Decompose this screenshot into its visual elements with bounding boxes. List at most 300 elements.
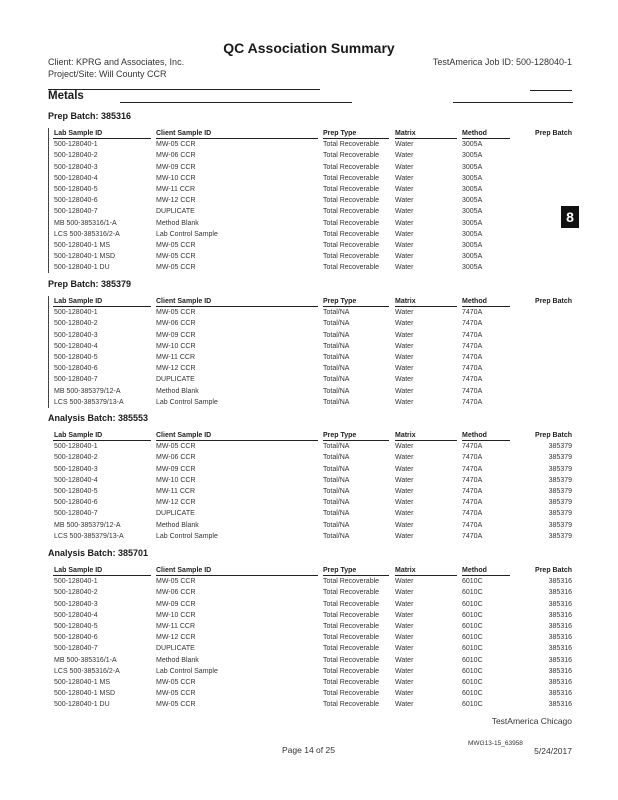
cell-lab-sample-id: 500-128040-4: [54, 611, 98, 619]
cell-prep-type: Total/NA: [323, 309, 350, 317]
table-row: [53, 464, 578, 475]
cell-matrix: Water: [395, 667, 414, 675]
cell-prep-type: Total Recoverable: [323, 208, 380, 216]
cell-client-sample-id: MW-09 CCR: [156, 600, 196, 608]
table-row: [53, 531, 578, 542]
cell-client-sample-id: Method Blank: [156, 656, 199, 664]
cell-lab-sample-id: 500-128040-2: [54, 454, 98, 462]
table-row: [53, 486, 578, 497]
cell-prep-type: Total Recoverable: [323, 174, 380, 182]
cell-method: 7470A: [462, 521, 483, 529]
cell-matrix: Water: [395, 342, 414, 350]
cell-client-sample-id: MW-05 CCR: [156, 253, 196, 261]
cell-matrix: Water: [395, 622, 414, 630]
section-tab-badge: 8: [561, 206, 579, 228]
cell-matrix: Water: [395, 197, 414, 205]
cell-method: 6010C: [462, 611, 483, 619]
cell-prep-type: Total/NA: [323, 499, 350, 507]
cell-method: 3005A: [462, 185, 483, 193]
batch-title: Analysis Batch: 385553: [48, 413, 149, 423]
cell-lab-sample-id: LCS 500-385379/13-A: [54, 398, 124, 406]
footer-doc-ref: MWG13-15_63958: [468, 740, 523, 747]
cell-prep-batch: 385316: [548, 667, 572, 675]
batch-title: Prep Batch: 385379: [48, 279, 132, 289]
column-header-prep-type: Prep Type: [323, 298, 357, 305]
cell-client-sample-id: MW-09 CCR: [156, 331, 196, 339]
cell-prep-type: Total Recoverable: [323, 656, 380, 664]
cell-lab-sample-id: 500-128040-7: [54, 208, 98, 216]
cell-method: 7470A: [462, 376, 483, 384]
cell-method: 7470A: [462, 443, 483, 451]
cell-client-sample-id: Lab Control Sample: [156, 532, 218, 540]
table-row: [53, 218, 578, 229]
table-row: [53, 240, 578, 251]
batch-section: [48, 279, 578, 408]
cell-method: 6010C: [462, 622, 483, 630]
cell-prep-type: Total/NA: [323, 342, 350, 350]
cell-lab-sample-id: 500-128040-1: [54, 443, 98, 451]
section-title: Metals: [48, 90, 84, 102]
cell-method: 3005A: [462, 253, 483, 261]
cell-lab-sample-id: 500-128040-3: [54, 163, 98, 171]
cell-client-sample-id: MW-12 CCR: [156, 499, 196, 507]
cell-matrix: Water: [395, 398, 414, 406]
cell-prep-type: Total Recoverable: [323, 163, 380, 171]
cell-client-sample-id: MW-05 CCR: [156, 578, 196, 586]
cell-matrix: Water: [395, 331, 414, 339]
cell-prep-type: Total Recoverable: [323, 253, 380, 261]
table-row: [53, 666, 578, 677]
table-row: [53, 643, 578, 654]
cell-client-sample-id: MW-06 CCR: [156, 152, 196, 160]
cell-lab-sample-id: 500-128040-6: [54, 634, 98, 642]
cell-matrix: Water: [395, 690, 414, 698]
cell-method: 7470A: [462, 398, 483, 406]
cell-prep-type: Total/NA: [323, 476, 350, 484]
table-row: [53, 150, 578, 161]
cell-matrix: Water: [395, 476, 414, 484]
footer-lab-name: TestAmerica Chicago: [491, 716, 572, 726]
cell-client-sample-id: DUPLICATE: [156, 510, 195, 518]
cell-prep-type: Total Recoverable: [323, 611, 380, 619]
table-row: [53, 576, 578, 587]
cell-lab-sample-id: LCS 500-385316/2-A: [54, 230, 120, 238]
table-row: [53, 610, 578, 621]
cell-prep-type: Total Recoverable: [323, 264, 380, 272]
cell-method: 3005A: [462, 264, 483, 272]
header-divider-right: [530, 90, 572, 91]
cell-client-sample-id: MW-11 CCR: [156, 622, 196, 630]
cell-prep-type: Total Recoverable: [323, 645, 380, 653]
column-header-matrix: Matrix: [395, 298, 416, 305]
cell-method: 7470A: [462, 487, 483, 495]
cell-matrix: Water: [395, 309, 414, 317]
cell-method: 6010C: [462, 701, 483, 709]
cell-lab-sample-id: MB 500-385316/1-A: [54, 656, 117, 664]
cell-prep-batch: 385316: [548, 611, 572, 619]
column-header-method: Method: [462, 432, 487, 439]
cell-matrix: Water: [395, 499, 414, 507]
cell-prep-type: Total Recoverable: [323, 152, 380, 160]
batch-title: Analysis Batch: 385701: [48, 548, 149, 558]
table-row: [53, 587, 578, 598]
cell-method: 3005A: [462, 163, 483, 171]
column-header-lab-sample-id: Lab Sample ID: [54, 130, 103, 137]
section-divider-right: [453, 102, 573, 103]
cell-method: 6010C: [462, 634, 483, 642]
cell-matrix: Water: [395, 645, 414, 653]
cell-method: 6010C: [462, 589, 483, 597]
batch-table: [48, 128, 578, 273]
cell-prep-type: Total Recoverable: [323, 690, 380, 698]
column-header-prep-batch: Prep Batch: [535, 130, 572, 137]
cell-lab-sample-id: 500-128040-5: [54, 353, 98, 361]
cell-lab-sample-id: 500-128040-1: [54, 141, 98, 149]
column-header-lab-sample-id: Lab Sample ID: [54, 432, 103, 439]
cell-client-sample-id: MW-06 CCR: [156, 589, 196, 597]
cell-matrix: Water: [395, 701, 414, 709]
cell-prep-batch: 385379: [548, 499, 572, 507]
column-header-method: Method: [462, 130, 487, 137]
cell-method: 3005A: [462, 241, 483, 249]
table-row: [53, 386, 578, 397]
column-header-prep-batch: Prep Batch: [535, 432, 572, 439]
column-header-matrix: Matrix: [395, 432, 416, 439]
cell-matrix: Water: [395, 208, 414, 216]
cell-prep-type: Total/NA: [323, 465, 350, 473]
table-row: [53, 520, 578, 531]
column-header-matrix: Matrix: [395, 567, 416, 574]
cell-lab-sample-id: 500-128040-7: [54, 376, 98, 384]
cell-method: 3005A: [462, 174, 483, 182]
column-header-lab-sample-id: Lab Sample ID: [54, 298, 103, 305]
column-header-matrix: Matrix: [395, 130, 416, 137]
column-header-method: Method: [462, 298, 487, 305]
table-row: [53, 184, 578, 195]
table-header-row: [53, 430, 578, 441]
cell-lab-sample-id: 500-128040-1 MS: [54, 678, 111, 686]
cell-matrix: Water: [395, 678, 414, 686]
batch-section: [48, 413, 578, 542]
cell-method: 6010C: [462, 578, 483, 586]
cell-lab-sample-id: 500-128040-1 DU: [54, 264, 110, 272]
batch-section: [48, 548, 578, 710]
cell-prep-type: Total/NA: [323, 443, 350, 451]
footer-page-number: Page 14 of 25: [282, 745, 335, 755]
cell-prep-type: Total/NA: [323, 387, 350, 395]
cell-method: 7470A: [462, 454, 483, 462]
cell-prep-batch: 385316: [548, 634, 572, 642]
cell-method: 7470A: [462, 365, 483, 373]
cell-lab-sample-id: 500-128040-5: [54, 185, 98, 193]
cell-method: 6010C: [462, 678, 483, 686]
cell-matrix: Water: [395, 376, 414, 384]
table-header-row: [53, 128, 578, 139]
cell-lab-sample-id: 500-128040-1 MS: [54, 241, 111, 249]
cell-method: 6010C: [462, 600, 483, 608]
cell-client-sample-id: MW-09 CCR: [156, 465, 196, 473]
cell-prep-type: Total Recoverable: [323, 230, 380, 238]
cell-matrix: Water: [395, 365, 414, 373]
column-header-prep-type: Prep Type: [323, 432, 357, 439]
table-row: [53, 441, 578, 452]
cell-prep-batch: 385316: [548, 622, 572, 630]
column-header-client-sample-id: Client Sample ID: [156, 432, 212, 439]
table-row: [53, 599, 578, 610]
cell-lab-sample-id: 500-128040-3: [54, 465, 98, 473]
table-row: [53, 632, 578, 643]
table-row: [53, 195, 578, 206]
column-header-prep-type: Prep Type: [323, 130, 357, 137]
cell-prep-batch: 385379: [548, 521, 572, 529]
cell-lab-sample-id: MB 500-385379/12-A: [54, 387, 121, 395]
cell-client-sample-id: DUPLICATE: [156, 376, 195, 384]
batch-table: [48, 296, 578, 408]
table-row: [53, 139, 578, 150]
table-row: [53, 330, 578, 341]
cell-client-sample-id: MW-10 CCR: [156, 611, 196, 619]
table-row: [53, 318, 578, 329]
cell-lab-sample-id: 500-128040-1 MSD: [54, 690, 116, 698]
cell-client-sample-id: Method Blank: [156, 521, 199, 529]
cell-matrix: Water: [395, 163, 414, 171]
cell-method: 3005A: [462, 219, 483, 227]
column-header-prep-type: Prep Type: [323, 567, 357, 574]
cell-prep-type: Total/NA: [323, 521, 350, 529]
cell-matrix: Water: [395, 264, 414, 272]
cell-method: 3005A: [462, 208, 483, 216]
cell-method: 6010C: [462, 667, 483, 675]
cell-prep-type: Total Recoverable: [323, 600, 380, 608]
cell-matrix: Water: [395, 230, 414, 238]
column-header-client-sample-id: Client Sample ID: [156, 298, 212, 305]
cell-method: 7470A: [462, 532, 483, 540]
cell-prep-batch: 385379: [548, 487, 572, 495]
cell-client-sample-id: MW-12 CCR: [156, 634, 196, 642]
cell-matrix: Water: [395, 353, 414, 361]
column-header-method: Method: [462, 567, 487, 574]
cell-prep-type: Total/NA: [323, 454, 350, 462]
cell-prep-batch: 385316: [548, 645, 572, 653]
cell-method: 7470A: [462, 342, 483, 350]
job-id: TestAmerica Job ID: 500-128040-1: [432, 57, 572, 67]
cell-prep-type: Total/NA: [323, 487, 350, 495]
column-header-client-sample-id: Client Sample ID: [156, 567, 212, 574]
cell-lab-sample-id: 500-128040-4: [54, 174, 98, 182]
cell-client-sample-id: MW-09 CCR: [156, 163, 196, 171]
cell-prep-batch: 385316: [548, 690, 572, 698]
cell-method: 7470A: [462, 510, 483, 518]
section-divider: [120, 102, 352, 103]
cell-method: 7470A: [462, 309, 483, 317]
cell-prep-type: Total Recoverable: [323, 589, 380, 597]
cell-lab-sample-id: 500-128040-2: [54, 589, 98, 597]
table-row: [53, 688, 578, 699]
cell-client-sample-id: Method Blank: [156, 387, 199, 395]
cell-prep-type: Total/NA: [323, 510, 350, 518]
page-title: QC Association Summary: [223, 40, 395, 56]
table-row: [53, 655, 578, 666]
table-row: [53, 621, 578, 632]
cell-client-sample-id: MW-11 CCR: [156, 487, 196, 495]
project-site: Project/Site: Will County CCR: [48, 69, 167, 79]
table-row: [53, 363, 578, 374]
cell-client-sample-id: MW-06 CCR: [156, 320, 196, 328]
cell-matrix: Water: [395, 152, 414, 160]
cell-method: 3005A: [462, 141, 483, 149]
cell-prep-type: Total/NA: [323, 331, 350, 339]
cell-matrix: Water: [395, 241, 414, 249]
cell-lab-sample-id: 500-128040-1: [54, 309, 98, 317]
cell-method: 3005A: [462, 152, 483, 160]
cell-prep-batch: 385379: [548, 443, 572, 451]
cell-lab-sample-id: 500-128040-6: [54, 197, 98, 205]
cell-client-sample-id: MW-12 CCR: [156, 365, 196, 373]
table-row: [53, 508, 578, 519]
cell-lab-sample-id: 500-128040-4: [54, 342, 98, 350]
cell-prep-batch: 385379: [548, 532, 572, 540]
cell-lab-sample-id: 500-128040-5: [54, 622, 98, 630]
cell-matrix: Water: [395, 611, 414, 619]
cell-lab-sample-id: 500-128040-2: [54, 320, 98, 328]
table-row: [53, 162, 578, 173]
cell-client-sample-id: Method Blank: [156, 219, 199, 227]
cell-prep-type: Total/NA: [323, 365, 350, 373]
cell-method: 7470A: [462, 353, 483, 361]
cell-prep-batch: 385379: [548, 465, 572, 473]
cell-matrix: Water: [395, 387, 414, 395]
cell-prep-type: Total Recoverable: [323, 578, 380, 586]
cell-method: 6010C: [462, 645, 483, 653]
cell-client-sample-id: MW-10 CCR: [156, 342, 196, 350]
cell-lab-sample-id: 500-128040-7: [54, 645, 98, 653]
cell-prep-batch: 385316: [548, 578, 572, 586]
cell-matrix: Water: [395, 589, 414, 597]
cell-client-sample-id: MW-05 CCR: [156, 690, 196, 698]
table-header-row: [53, 565, 578, 576]
cell-matrix: Water: [395, 487, 414, 495]
cell-lab-sample-id: 500-128040-3: [54, 600, 98, 608]
cell-prep-type: Total Recoverable: [323, 219, 380, 227]
cell-prep-batch: 385379: [548, 476, 572, 484]
cell-matrix: Water: [395, 219, 414, 227]
table-row: [53, 374, 578, 385]
table-row: [53, 307, 578, 318]
column-header-prep-batch: Prep Batch: [535, 298, 572, 305]
cell-prep-type: Total Recoverable: [323, 141, 380, 149]
cell-client-sample-id: MW-05 CCR: [156, 678, 196, 686]
cell-client-sample-id: Lab Control Sample: [156, 398, 218, 406]
cell-matrix: Water: [395, 141, 414, 149]
cell-client-sample-id: DUPLICATE: [156, 645, 195, 653]
cell-prep-type: Total Recoverable: [323, 701, 380, 709]
batch-table: [48, 430, 578, 542]
table-row: [53, 341, 578, 352]
cell-lab-sample-id: 500-128040-6: [54, 365, 98, 373]
cell-lab-sample-id: MB 500-385379/12-A: [54, 521, 121, 529]
cell-lab-sample-id: LCS 500-385316/2-A: [54, 667, 120, 675]
cell-prep-type: Total/NA: [323, 398, 350, 406]
table-row: [53, 699, 578, 710]
cell-client-sample-id: MW-05 CCR: [156, 264, 196, 272]
cell-prep-type: Total Recoverable: [323, 622, 380, 630]
table-row: [53, 475, 578, 486]
table-row: [53, 677, 578, 688]
cell-method: 7470A: [462, 465, 483, 473]
cell-prep-batch: 385316: [548, 600, 572, 608]
cell-method: 7470A: [462, 320, 483, 328]
cell-lab-sample-id: 500-128040-1: [54, 578, 98, 586]
cell-matrix: Water: [395, 578, 414, 586]
cell-matrix: Water: [395, 465, 414, 473]
cell-matrix: Water: [395, 521, 414, 529]
cell-lab-sample-id: 500-128040-1 MSD: [54, 253, 116, 261]
cell-client-sample-id: DUPLICATE: [156, 208, 195, 216]
cell-client-sample-id: MW-10 CCR: [156, 174, 196, 182]
cell-client-sample-id: MW-11 CCR: [156, 353, 196, 361]
cell-prep-batch: 385316: [548, 656, 572, 664]
cell-matrix: Water: [395, 600, 414, 608]
table-row: [53, 229, 578, 240]
cell-client-sample-id: MW-05 CCR: [156, 443, 196, 451]
cell-client-sample-id: MW-06 CCR: [156, 454, 196, 462]
cell-prep-type: Total/NA: [323, 320, 350, 328]
cell-lab-sample-id: 500-128040-7: [54, 510, 98, 518]
table-row: [53, 352, 578, 363]
cell-client-sample-id: Lab Control Sample: [156, 667, 218, 675]
cell-lab-sample-id: MB 500-385316/1-A: [54, 219, 117, 227]
cell-method: 3005A: [462, 197, 483, 205]
cell-client-sample-id: MW-05 CCR: [156, 141, 196, 149]
cell-prep-type: Total Recoverable: [323, 634, 380, 642]
cell-prep-type: Total Recoverable: [323, 185, 380, 193]
table-row: [53, 251, 578, 262]
cell-lab-sample-id: 500-128040-2: [54, 152, 98, 160]
batch-title: Prep Batch: 385316: [48, 111, 132, 121]
cell-lab-sample-id: 500-128040-6: [54, 499, 98, 507]
cell-prep-type: Total Recoverable: [323, 667, 380, 675]
table-row: [53, 397, 578, 408]
cell-prep-batch: 385316: [548, 701, 572, 709]
cell-prep-type: Total Recoverable: [323, 678, 380, 686]
table-row: [53, 452, 578, 463]
table-row: [53, 262, 578, 273]
cell-prep-batch: 385379: [548, 510, 572, 518]
cell-matrix: Water: [395, 174, 414, 182]
table-row: [53, 497, 578, 508]
cell-client-sample-id: MW-11 CCR: [156, 185, 196, 193]
footer-date: 5/24/2017: [534, 746, 572, 756]
column-header-prep-batch: Prep Batch: [535, 567, 572, 574]
cell-client-sample-id: MW-05 CCR: [156, 309, 196, 317]
cell-prep-batch: 385379: [548, 454, 572, 462]
cell-method: 7470A: [462, 499, 483, 507]
header-divider: [48, 89, 320, 90]
table-row: [53, 173, 578, 184]
cell-lab-sample-id: 500-128040-4: [54, 476, 98, 484]
column-header-lab-sample-id: Lab Sample ID: [54, 567, 103, 574]
cell-method: 7470A: [462, 476, 483, 484]
cell-matrix: Water: [395, 253, 414, 261]
cell-client-sample-id: Lab Control Sample: [156, 230, 218, 238]
cell-matrix: Water: [395, 185, 414, 193]
batch-table: [48, 565, 578, 710]
cell-prep-type: Total/NA: [323, 353, 350, 361]
cell-matrix: Water: [395, 443, 414, 451]
cell-method: 6010C: [462, 690, 483, 698]
cell-lab-sample-id: LCS 500-385379/13-A: [54, 532, 124, 540]
cell-matrix: Water: [395, 532, 414, 540]
